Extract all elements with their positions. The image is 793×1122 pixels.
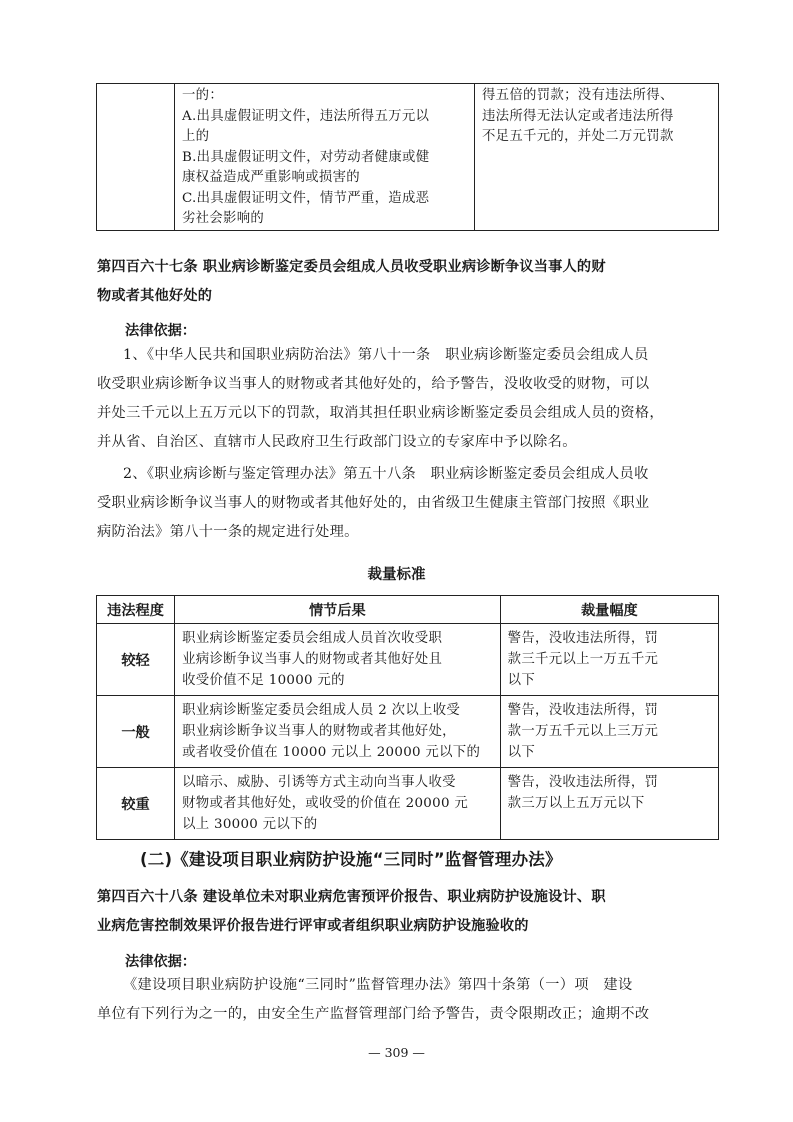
- table-cell-penalty: [474, 84, 718, 231]
- section-title: (二)《建设项目职业病防护设施“三同时”监督管理办法》: [140, 850, 562, 869]
- legal-basis-label: 法律依据：: [125, 954, 196, 970]
- title-line: 业病危害控制效果评价报告进行评审或者组织职业病防护设施验收的: [97, 918, 529, 934]
- penalty-text: [501, 624, 718, 691]
- cell-line: 违法所得无法认定或者违法所得: [481, 108, 674, 124]
- cell-line: 财物或者其他好处，或收受的价值在 20000 元: [182, 796, 469, 811]
- cell-line: B.出具虚假证明文件，对劳动者健康或健: [181, 149, 430, 165]
- title-line: 第四百六十七条 职业病诊断鉴定委员会组成人员收受职业病诊断争议当事人的财: [97, 259, 606, 275]
- cell-line: 以下: [507, 745, 536, 760]
- circumstance-cell: [175, 696, 501, 768]
- table-cell-circumstances: [174, 84, 474, 231]
- severity-cell: 一般: [97, 696, 175, 768]
- cell-line: 款一万五千元以上三万元: [507, 724, 659, 739]
- cell-line: 警告，没收违法所得，罚: [507, 775, 659, 790]
- table-caption: 裁量标准: [367, 567, 426, 583]
- paragraph-line: 单位有下列行为之一的，由安全生产监督管理部门给予警告，责令限期改正；逾期不改: [97, 1006, 650, 1022]
- cell-line: C.出具虚假证明文件，情节严重，造成恶: [181, 190, 430, 206]
- circumstance-text: [175, 84, 474, 230]
- cell-line: 款三千元以上一万五千元: [507, 652, 659, 667]
- penalty-table-continuation: [96, 83, 719, 231]
- title-line: 第四百六十八条 建设单位未对职业病危害预评价报告、职业病防护设施设计、职: [97, 889, 606, 905]
- severity-cell: 较重: [97, 768, 175, 840]
- table-row: [97, 768, 719, 840]
- circumstance-text: [175, 768, 500, 835]
- article-468-title: [97, 883, 606, 941]
- discretion-standard-table: [96, 595, 719, 840]
- paragraph-line: 2、《职业病诊断与鉴定管理办法》第五十八条 职业病诊断鉴定委员会组成人员收: [123, 466, 649, 482]
- penalty-cell: [500, 696, 718, 768]
- circumstance-text: [175, 624, 500, 691]
- article-467-title: [97, 253, 606, 311]
- cell-line: 得五倍的罚款；没有违法所得、: [481, 88, 674, 103]
- circumstance-cell: [175, 624, 501, 696]
- cell-line: 职业病诊断鉴定委员会组成人员 2 次以上收受: [182, 703, 461, 718]
- cell-line: 一的：: [181, 88, 224, 103]
- paragraph-line: 并从省、自治区、直辖市人民政府卫生行政部门设立的专家库中予以除名。: [97, 434, 577, 450]
- table-cell-empty: [97, 84, 175, 231]
- cell-line: 收受价值不足 10000 元的: [182, 673, 345, 688]
- table-row: [97, 624, 719, 696]
- header-severity: 违法程度: [97, 596, 175, 624]
- penalty-cell: [500, 624, 718, 696]
- penalty-text: [501, 696, 718, 763]
- cell-line: 劣社会影响的: [181, 211, 265, 226]
- title-line: 物或者其他好处的: [97, 288, 213, 304]
- cell-line: 警告，没收违法所得，罚: [507, 703, 659, 718]
- cell-line: 上的: [181, 129, 210, 144]
- cell-line: 业病诊断争议当事人的财物或者其他好处且: [182, 652, 443, 667]
- cell-line: 或者收受价值在 10000 元以上 20000 元以下的: [182, 745, 481, 760]
- paragraph-line: 病防治法》第八十一条的规定进行处理。: [97, 524, 359, 540]
- article-468-paragraph: [97, 971, 649, 1029]
- table-header-row: [97, 596, 719, 624]
- cell-line: 职业病诊断争议当事人的财物或者其他好处，: [182, 724, 456, 739]
- cell-line: A.出具虚假证明文件，违法所得五万元以: [181, 108, 430, 124]
- penalty-text: [475, 84, 718, 148]
- cell-line: 以暗示、威胁、引诱等方式主动向当事人收受: [182, 775, 456, 790]
- article-467-paragraph-1: [97, 341, 664, 457]
- circumstance-text: [175, 696, 500, 763]
- cell-line: 以上 30000 元以下的: [182, 817, 318, 832]
- paragraph-line: 收受职业病诊断争议当事人的财物或者其他好处的，给予警告，没收收受的财物，可以: [97, 376, 650, 392]
- cell-line: 职业病诊断鉴定委员会组成人员首次收受职: [182, 631, 443, 646]
- paragraph-line: 并处三千元以上五万元以下的罚款，取消其担任职业病诊断鉴定委员会组成人员的资格，: [97, 405, 664, 421]
- cell-line: 以下: [507, 673, 536, 688]
- circumstance-cell: [175, 768, 501, 840]
- paragraph-line: 受职业病诊断争议当事人的财物或者其他好处的，由省级卫生健康主管部门按照《职业: [97, 495, 650, 511]
- cell-line: 康权益造成严重影响或损害的: [181, 170, 360, 185]
- header-penalty-range: 裁量幅度: [500, 596, 718, 624]
- table-row: [97, 84, 719, 231]
- cell-line: 不足五千元的，并处二万元罚款: [481, 129, 674, 144]
- paragraph-line: 《建设项目职业病防护设施“三同时”监督管理办法》第四十条第（一）项 建设: [123, 977, 633, 993]
- penalty-text: [501, 768, 718, 814]
- cell-line: 款三万以上五万元以下: [507, 796, 645, 811]
- header-circumstance: 情节后果: [175, 596, 501, 624]
- legal-basis-label: 法律依据：: [125, 323, 196, 339]
- cell-line: 警告，没收违法所得，罚: [507, 631, 659, 646]
- penalty-cell: [500, 768, 718, 840]
- paragraph-line: 1、《中华人民共和国职业病防治法》第八十一条 职业病诊断鉴定委员会组成人员: [123, 347, 649, 363]
- article-467-paragraph-2: [97, 460, 649, 547]
- page-number: — 309 —: [368, 1045, 425, 1060]
- table-row: [97, 696, 719, 768]
- severity-cell: 较轻: [97, 624, 175, 696]
